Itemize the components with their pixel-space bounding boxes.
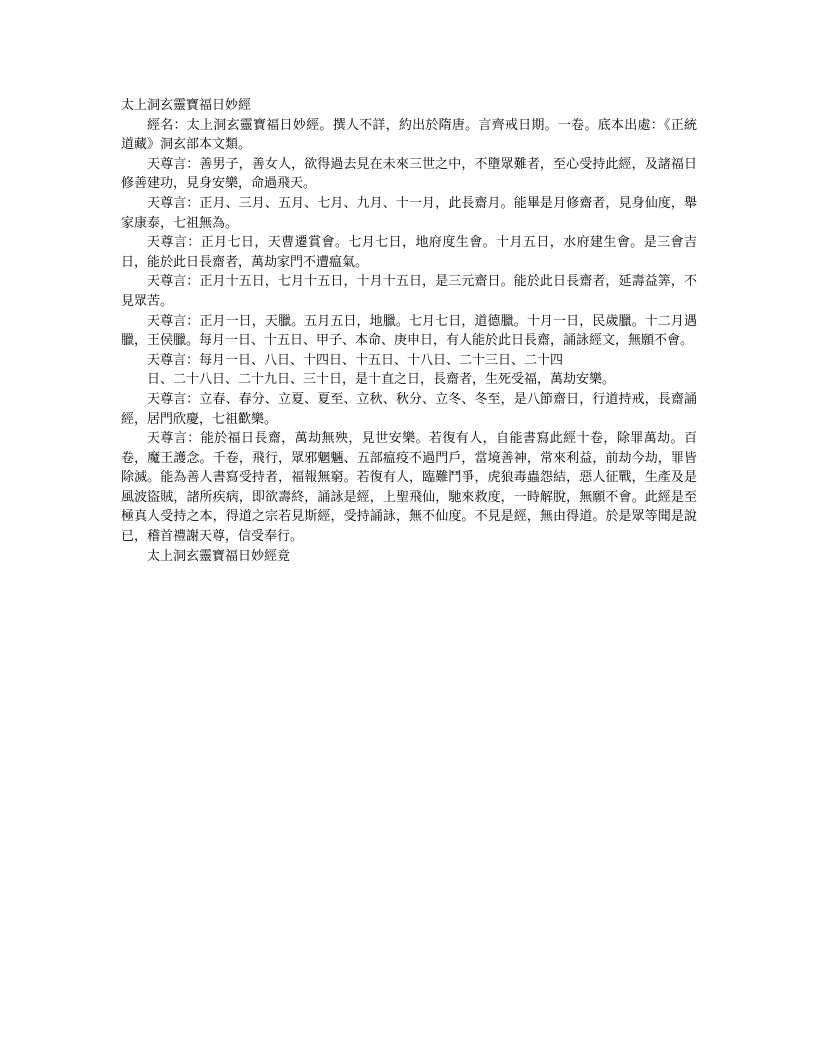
document-title: 太上洞玄靈寶福日妙經 [121,98,252,113]
paragraph-scripture-info: 經名：太上洞玄靈寶福日妙經。撰人不詳，約出於隋唐。言齊戒日期。一卷。底本出處：《正統道藏》洞玄部本文類。 [121,117,697,153]
paragraph-long-fast-months: 天尊言：正月、三月、五月、七月、九月、十一月，此長齋月。能畢是月修齋者，見身仙度，舉家康泰，七祖無為。 [121,195,697,231]
paragraph-three-assemblies: 天尊言：正月七日，天曹遷賞會。七月七日，地府度生會。十月五日，水府建生會。是三會吉日，能於此日長齋者，萬劫家門不遭瘟氣。 [121,235,697,270]
paragraph-eight-festivals: 天尊言：立春、春分、立夏、夏至、立秋、秋分、立冬、冬至，是八節齋日，行道持戒，長齋誦經，居門欣慶，七祖歡樂。 [121,391,697,427]
paragraph-good-men: 天尊言：善男子，善女人，欲得過去見在未來三世之中，不墮眾難者，至心受持此經，及諸福日修善建功，見身安樂，命過飛天。 [121,156,697,192]
paragraph-merit: 天尊言：能於福日長齋，萬劫無殃，見世安樂。若復有人，自能書寫此經十卷，除罪萬劫。百卷，魔王護念。千卷，飛行，眾邪魍魎、五部瘟疫不過門戶，當境善神，常來利益，前劫今劫，罪皆除滅。能為善人書寫受持者，福報無窮。若復有人，臨難鬥爭，虎狼毒蟲怨結，惡人征戰，生產及是風波盜賊，諸所疾病，即欲壽終，誦詠是經，上聖飛仙，馳來救度，一時解脫，無願不會。此經是至極真人受持之本，得道之宗若見斯經，受持誦詠，無不仙度。不見是經，無由得道。於是眾等聞是說已，稽首禮謝天尊，信受奉行。 [121,431,697,545]
document-end-title: 太上洞玄靈寶福日妙經竟 [147,548,291,564]
paragraph-ten-days-end: 日、二十八日、二十九日、三十日，是十直之日，長齋者，生死受福，萬劫安樂。 [147,372,616,388]
paragraph-la-days: 天尊言：正月一日，天臘。五月五日，地臘。七月七日，道德臘。十月一日，民歲臘。十二月遇臘，王侯臘。每月一日、十五日、甲子、本命、庚申日，有人能於此日長齋，誦詠經文，無願不會。 [121,313,697,349]
paragraph-three-primes: 天尊言：正月十五日，七月十五日，十月十五日，是三元齋日。能於此日長齋者，延壽益筭，不見眾苦。 [121,274,697,309]
document-page [121,96,697,566]
paragraph-ten-days-start: 天尊言：每月一日、八日、十四日、十五日、十八日、二十三日、二十四 [147,352,564,368]
